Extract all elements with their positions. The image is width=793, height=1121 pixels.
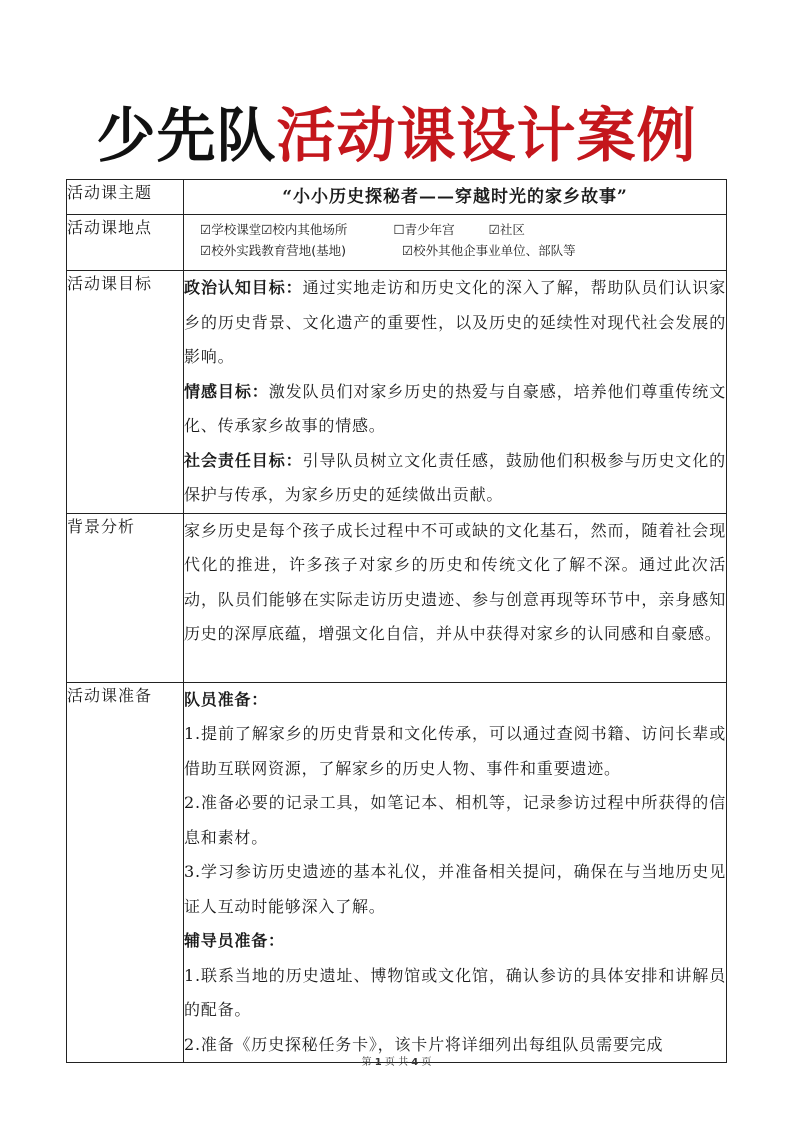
title-part-black: 少先队 xyxy=(96,101,277,170)
tutor-prep-heading: 辅导员准备： xyxy=(184,931,285,950)
option-community: ☑社区 xyxy=(488,222,525,237)
location-options xyxy=(184,215,727,271)
tutor-prep-item-2: 2.准备《历史探秘任务卡》，该卡片将详细列出每组队员需要完成 xyxy=(184,1034,664,1054)
goal-social-text: 引导队员树立文化责任感，鼓励他们积极参与历史文化的保护与传承，为家乡历史的延续做出贡献。 xyxy=(184,450,726,504)
goals-content xyxy=(184,271,727,514)
location-row xyxy=(67,215,727,271)
page-title xyxy=(0,98,793,174)
lesson-plan-table xyxy=(66,179,727,1063)
location-label: 活动课地点 xyxy=(67,215,184,271)
title-part-red: 活动课设计案例 xyxy=(276,101,697,170)
goal-political-text: 通过实地走访和历史文化的深入了解，帮助队员们认识家乡的历史背景、文化遗产的重要性，以及历史的延续性对现代社会发展的影响。 xyxy=(184,278,726,366)
goal-social xyxy=(184,444,726,513)
location-line-2 xyxy=(200,240,726,261)
goal-emotional-head: 情感目标： xyxy=(184,381,269,401)
goal-emotional-text: 激发队员们对家乡历史的热爱与自豪感，培养他们尊重传统文化、传承家乡故事的情感。 xyxy=(184,381,726,435)
goals-row xyxy=(67,271,727,514)
option-school-classroom: ☑学校课堂 xyxy=(200,222,262,237)
background-text: 家乡历史是每个孩子成长过程中不可或缺的文化基石，然而，随着社会现代化的推进，许多孩子对家乡的历史和传统文化了解不深。通过此次活动，队员们能够在实际走访历史遗迹、参与创意再现等环节中，亲身感知历史的深厚底蕴，增强文化自信，并从中获得对家乡的认同感和自豪感。 xyxy=(184,520,726,643)
prep-content xyxy=(184,682,727,1063)
footer-page-number: 1 xyxy=(374,1057,382,1068)
prep-row xyxy=(67,682,727,1063)
goal-emotional xyxy=(184,375,726,444)
page-footer xyxy=(0,1053,793,1068)
theme-value: “小小历史探秘者——穿越时光的家乡故事” xyxy=(184,180,727,215)
footer-mid: 页 共 xyxy=(384,1057,409,1068)
theme-label: 活动课主题 xyxy=(67,180,184,215)
option-practice-base: ☑校外实践教育营地(基地) xyxy=(200,243,346,258)
tutor-prep-item-1: 1.联系当地的历史遗址、博物馆或文化馆，确认参访的具体安排和讲解员的配备。 xyxy=(184,965,726,1019)
option-enterprise-army: ☑校外其他企事业单位、部队等 xyxy=(401,243,576,258)
member-prep-heading: 队员准备： xyxy=(184,689,269,709)
location-line-1 xyxy=(200,219,726,240)
option-school-other: ☑校内其他场所 xyxy=(261,222,348,237)
member-prep-item-2: 2.准备必要的记录工具，如笔记本、相机等，记录参访过程中所获得的信息和素材。 xyxy=(184,793,726,847)
background-row xyxy=(67,513,727,682)
theme-row xyxy=(67,180,727,215)
option-youth-palace: ☐青少年宫 xyxy=(393,222,455,237)
member-prep-item-3: 3.学习参访历史遗迹的基本礼仪，并准备相关提问，确保在与当地历史见证人互动时能够深入了解。 xyxy=(184,862,726,916)
goal-social-head: 社会责任目标： xyxy=(184,450,303,470)
footer-suffix: 页 xyxy=(421,1057,432,1068)
prep-label: 活动课准备 xyxy=(67,682,184,1063)
member-prep-item-1: 1.提前了解家乡的历史背景和文化传承，可以通过查阅书籍、访问长辈或借助互联网资源，了解家乡的历史人物、事件和重要遗迹。 xyxy=(184,724,726,778)
goals-label: 活动课目标 xyxy=(67,271,184,514)
background-content xyxy=(184,513,727,682)
footer-total-pages: 4 xyxy=(411,1057,419,1068)
goal-political-head: 政治认知目标： xyxy=(184,278,303,297)
background-label: 背景分析 xyxy=(67,513,184,682)
goal-political xyxy=(184,271,726,375)
footer-prefix: 第 xyxy=(361,1057,372,1068)
